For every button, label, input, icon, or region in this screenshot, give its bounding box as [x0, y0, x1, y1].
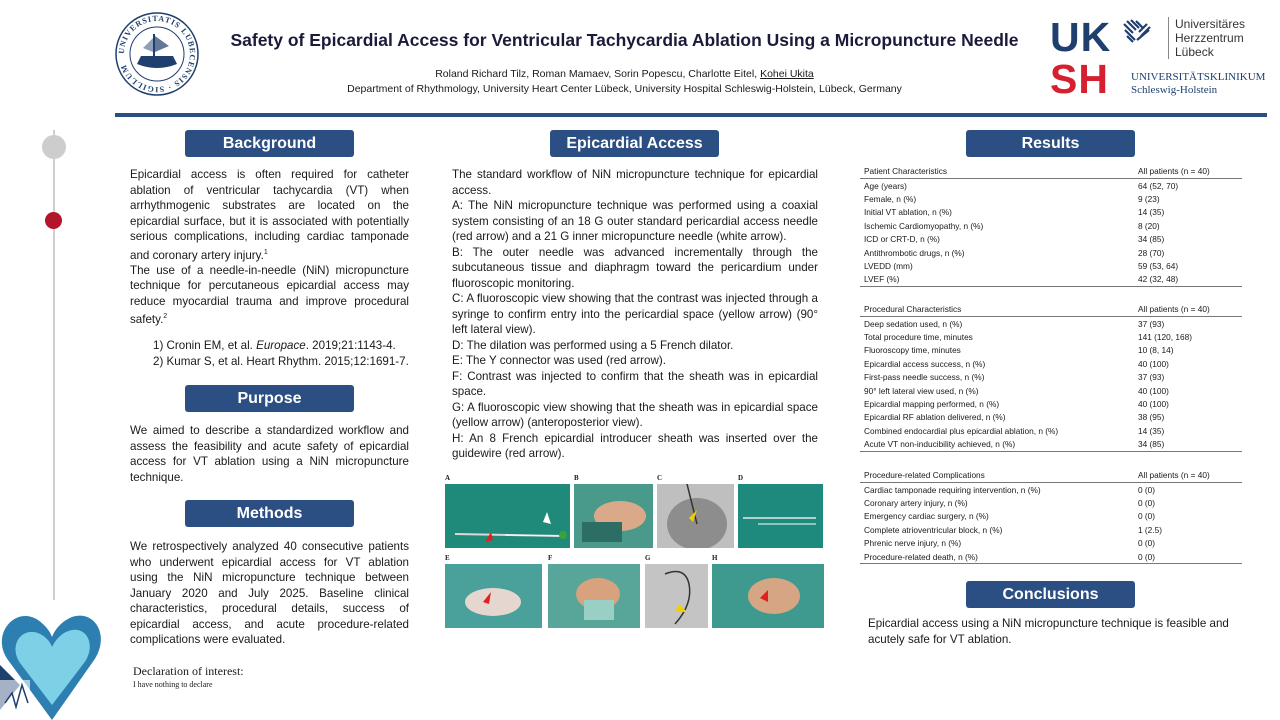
table-row: Ischemic Cardiomyopathy, n (%) 8 (20) [864, 220, 1160, 231]
epicardial-access-text [452, 167, 818, 462]
heart-center-line1: Universitäres [1175, 17, 1246, 31]
panel-label-e: E [445, 554, 450, 562]
red-dot [45, 212, 62, 229]
heart-center-name [1168, 17, 1280, 59]
heart-center-line2: Herzzentrum Lübeck [1175, 31, 1244, 59]
table-row: 90° left lateral view used, n (%) 40 (100) [864, 385, 1169, 396]
panel-label-a: A [445, 474, 451, 482]
table-row: Combined endocardial plus epicardial ablation, n (%) 14 (35) [864, 425, 1165, 436]
reference-2: 2) Kumar S, et al. Heart Rhythm. 2015;12:1691-7. [153, 354, 409, 368]
heart-center-icon [1121, 18, 1153, 48]
table-row: Epicardial mapping performed, n (%) 40 (100) [864, 398, 1169, 409]
table-row: Total procedure time, minutes 141 (120, 168) [864, 331, 1192, 342]
step-d: D: The dilation was performed using a 5 French dilator. [452, 338, 734, 352]
step-g: G: A fluoroscopic view showing that the sheath was in epicardial space (yellow arrow) (anteroposterior view). [452, 400, 818, 429]
panel-label-d: D [738, 474, 744, 482]
uksh-logo [1050, 16, 1111, 100]
table-row: First-pass needle success, n (%) 37 (93) [864, 372, 1165, 383]
declaration-heading: Declaration of interest: [133, 664, 244, 678]
grey-dot [42, 135, 66, 159]
panel-label-b: B [574, 474, 579, 482]
conclusions-heading: Conclusions [966, 581, 1135, 608]
uksh-line2: SH [1050, 56, 1109, 102]
table-header-value: All patients (n = 40) [1134, 164, 1242, 179]
panel-e-image [445, 564, 542, 628]
table-row: LVEF (%) 42 (32, 48) [860, 273, 1242, 287]
step-b: B: The outer needle was advanced incrementally through the subcutaneous tissue and diaphragm toward the pericardium under fluoroscopic monitoring. [452, 245, 818, 290]
panel-c-image [657, 484, 734, 548]
background-text [130, 167, 409, 328]
citation-1: 1 [263, 248, 268, 256]
table-row: Procedure-related death, n (%) 0 (0) [860, 550, 1242, 564]
table-row: Complete atrioventricular block, n (%) 1 (2.5) [864, 524, 1162, 535]
background-paragraph-2: The use of a needle-in-needle (NiN) micropuncture technique for percutaneous epicardial access may reduce myocardial trauma and improve procedural safety. [130, 263, 409, 327]
university-seal [115, 12, 199, 96]
university-hospital-name [1131, 71, 1265, 97]
step-a: A: The NiN micropuncture technique was performed using a coaxial system consisting of an 18 G outer standard pericardial access needle (red arrow) and a 21 G inner micropuncture needle (white arrow). [452, 199, 818, 243]
declaration-text: I have nothing to declare [133, 680, 213, 689]
citation-2: 2 [163, 313, 168, 321]
table-header-label: Patient Characteristics [860, 164, 1134, 179]
panel-h-image [712, 564, 824, 628]
table-row: Initial VT ablation, n (%) 14 (35) [864, 207, 1165, 218]
table-row: Deep sedation used, n (%) 37 (93) [864, 318, 1165, 329]
purpose-heading: Purpose [185, 385, 354, 412]
procedural-characteristics-table [860, 302, 1242, 452]
references [153, 338, 409, 369]
table-row: Acute VT non-inducibility achieved, n (%) 34 (85) [860, 438, 1242, 452]
table-row: Phrenic nerve injury, n (%) 0 (0) [864, 538, 1156, 549]
workflow-intro: The standard workflow of NiN micropuncture technique for epicardial access. [452, 168, 818, 197]
table-row: LVEDD (mm) 59 (53, 64) [864, 260, 1179, 271]
panel-label-f: F [548, 554, 553, 562]
header-rule [115, 113, 1267, 117]
university-hospital-line1: UNIVERSITÄTSKLINIKUM [1131, 71, 1266, 83]
complications-table [860, 468, 1242, 564]
panel-label-h: H [712, 554, 718, 562]
panel-a-image [445, 484, 570, 548]
heart-logo-icon [0, 585, 110, 720]
background-heading: Background [185, 130, 354, 157]
svg-text:UNIVERSITATIS LUBECENSIS · SIG [117, 14, 197, 94]
table-row: Epicardial RF ablation delivered, n (%) 38 (95) [864, 412, 1165, 423]
methods-heading: Methods [185, 500, 354, 527]
table-row: Fluoroscopy time, minutes 10 (8, 14) [864, 345, 1174, 356]
table-header-label: Procedural Characteristics [860, 302, 1134, 317]
patient-characteristics-table [860, 164, 1242, 287]
background-paragraph-1: Epicardial access is often required for catheter ablation of ventricular tachycardia (VT) when arrhythmogenic substrates are located on the epicardial surface, but it is associated with potentially serious complications, including cardiac tamponade and coronary artery injury. [130, 168, 409, 262]
panel-f-image [548, 564, 640, 628]
table-row: Coronary artery injury, n (%) 0 (0) [864, 497, 1156, 508]
table-row: Epicardial access success, n (%) 40 (100) [864, 358, 1169, 369]
table-header-label: Procedure-related Complications [860, 468, 1134, 483]
presenting-author: Kohei Ukita [760, 68, 814, 80]
step-h: H: An 8 French epicardial introducer sheath was inserted over the guidewire (red arrow). [452, 431, 818, 460]
table-header-value: All patients (n = 40) [1134, 468, 1242, 483]
methods-text: We retrospectively analyzed 40 consecutive patients who underwent epicardial access for VT ablation using the NiN micropuncture technique between January 2020 and July 2025. Baseline clinical characteristics, procedural details, success of epicardial access, and acute procedure-related complications were evaluated. [130, 540, 409, 646]
epicardial-access-heading: Epicardial Access [550, 130, 719, 157]
table-row: Age (years) 64 (52, 70) [864, 180, 1179, 191]
university-hospital-line2: Schleswig-Holstein [1131, 84, 1218, 96]
panel-label-g: G [645, 554, 651, 562]
step-e: E: The Y connector was used (red arrow). [452, 354, 666, 367]
conclusions-text: Epicardial access using a NiN micropuncture technique is feasible and acutely safe for VT ablation. [868, 617, 1229, 646]
results-heading: Results [966, 130, 1135, 157]
department: Department of Rhythmology, University Heart Center Lübeck, University Hospital Schleswig-Holstein, Lübeck, Germany [347, 83, 902, 95]
seal-text: UNIVERSITATIS LUBECENSIS · SIGILLUM [116, 13, 198, 95]
authors-list: Roland Richard Tilz, Roman Mamaev, Sorin Popescu, Charlotte Eitel, [435, 68, 761, 80]
panel-label-c: C [657, 474, 663, 482]
uksh-line1: UK [1050, 14, 1112, 60]
table-row: ICD or CRT-D, n (%) 34 (85) [864, 234, 1165, 245]
table-row: Cardiac tamponade requiring intervention, n (%) 0 (0) [864, 484, 1156, 495]
workflow-figure [445, 472, 830, 632]
table-header-value: All patients (n = 40) [1134, 302, 1242, 317]
table-row: Female, n (%) 9 (23) [864, 193, 1160, 204]
timeline-line [53, 130, 55, 600]
panel-g-image [645, 564, 708, 628]
reference-1: 1) Cronin EM, et al. Europace. 2019;21:1143-4. [153, 339, 396, 352]
table-row: Emergency cardiac surgery, n (%) 0 (0) [864, 511, 1156, 522]
step-f: F: Contrast was injected to confirm that the sheath was in epicardial space. [452, 369, 818, 398]
purpose-text: We aimed to describe a standardized workflow and assess the feasibility and acute safety of epicardial access for VT ablation using a NiN micropuncture technique. [130, 424, 409, 484]
table-row: Antithrombotic drugs, n (%) 28 (70) [864, 247, 1165, 258]
step-c: C: A fluoroscopic view showing that the contrast was injected through a syringe to confirm entry into the pericardial space (yellow arrow) (90° left lateral view). [452, 292, 818, 336]
panel-d-image [738, 484, 823, 548]
poster-title: Safety of Epicardial Access for Ventricular Tachycardia Ablation Using a Micropuncture Needle [230, 30, 1019, 50]
authors [212, 68, 1037, 80]
panel-b-image [574, 484, 653, 548]
